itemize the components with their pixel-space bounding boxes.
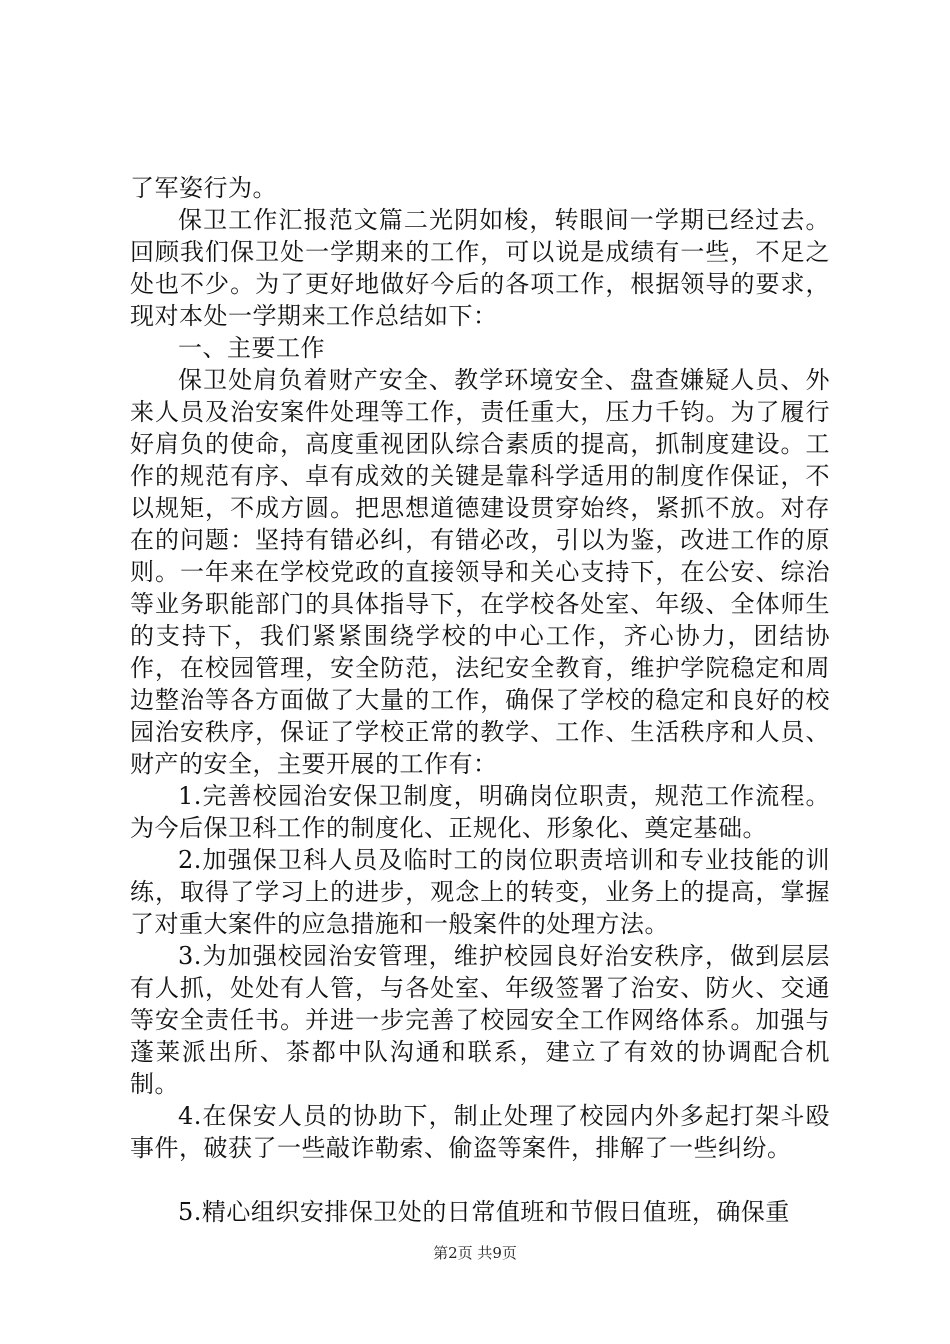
paragraph-main-work: 保卫处肩负着财产安全、教学环境安全、盘查嫌疑人员、外来人员及治安案件处理等工作，责任重大，压力千钧。为了履行好肩负的使命，高度重视团队综合素质的提高，抓制度建设。工作的规范有序、卓有成效的关键是靠科学适用的制度作保证，不以规矩，不成方圆。把思想道德建设贯穿始终，紧抓不放。对存在的问题：坚持有错必纠，有错必改，引以为鉴，改进工作的原则。一年来在学校党政的直接领导和关心支持下，在公安、综治等业务职能部门的具体指导下，在学校各处室、年级、全体师生的支持下，我们紧紧围绕学校的中心工作，齐心协力，团结协作，在校园管理，安全防范，法纪安全教育，维护学院稳定和周边整治等各方面做了大量的工作，确保了学校的稳定和良好的校园治安秩序，保证了学校正常的教学、工作、生活秩序和人员、财产的安全，主要开展的工作有： <box>130 366 830 778</box>
document-body <box>130 172 830 1228</box>
paragraph-intro: 保卫工作汇报范文篇二光阴如梭，转眼间一学期已经过去。回顾我们保卫处一学期来的工作，可以说是成绩有一些，不足之处也不少。为了更好地做好今后的各项工作，根据领导的要求，现对本处一学期来工作总结如下： <box>130 206 830 330</box>
page-number-footer: 第2页 共9页 <box>433 1244 517 1262</box>
list-item-1: 1.完善校园治安保卫制度，明确岗位职责，规范工作流程。为今后保卫科工作的制度化、正规化、形象化、奠定基础。 <box>130 782 830 842</box>
list-item-2: 2.加强保卫科人员及临时工的岗位职责培训和专业技能的训练，取得了学习上的进步，观念上的转变，业务上的提高，掌握了对重大案件的应急措施和一般案件的处理方法。 <box>130 846 830 938</box>
section-heading: 一、主要工作 <box>178 334 325 362</box>
list-item-3: 3.为加强校园治安管理，维护校园良好治安秩序，做到层层有人抓，处处有人管，与各处室、年级签署了治安、防火、交通等安全责任书。并进一步完善了校园安全工作网络体系。加强与蓬莱派出所、茶都中队沟通和联系，建立了有效的协调配合机制。 <box>130 942 830 1098</box>
list-item-4: 4.在保安人员的协助下，制止处理了校园内外多起打架斗殴事件，破获了一些敲诈勒索、偷盗等案件，排解了一些纠纷。 <box>130 1102 830 1162</box>
list-item-5: 5.精心组织安排保卫处的日常值班和节假日值班，确保重 <box>178 1198 790 1226</box>
paragraph-continuation: 了军姿行为。 <box>130 174 277 202</box>
